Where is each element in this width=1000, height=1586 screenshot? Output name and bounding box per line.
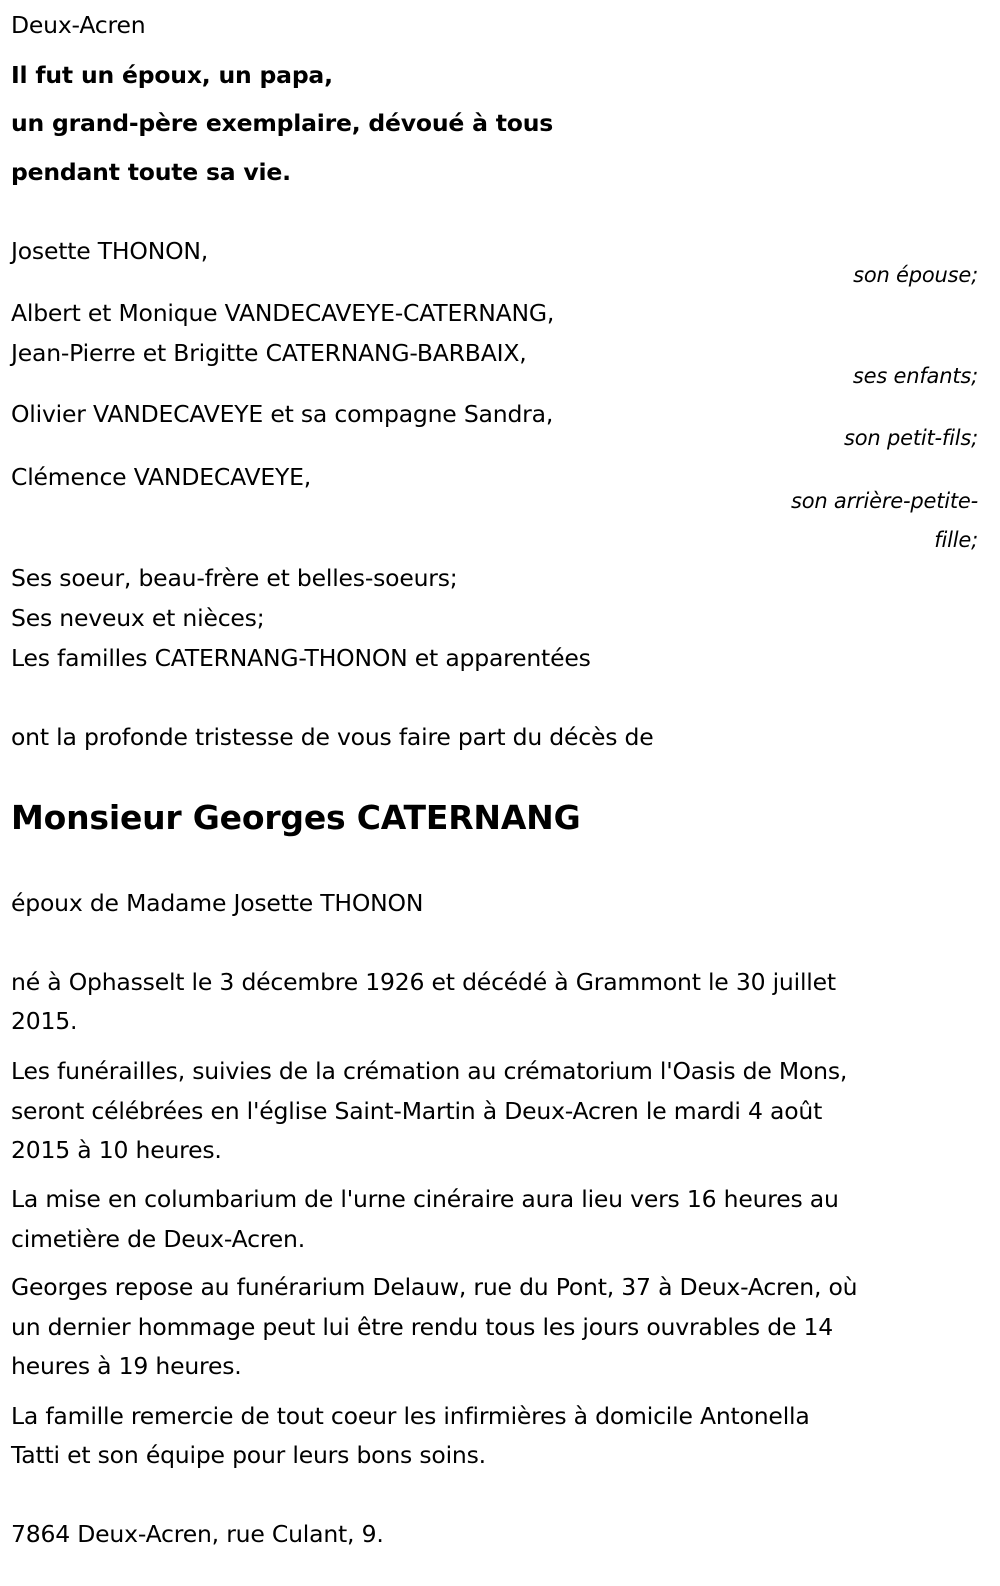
paragraph-line: 2015. [11, 1007, 78, 1035]
paragraph-line: Tatti et son équipe pour leurs bons soins. [11, 1441, 486, 1469]
paragraph-line: Les funérailles, suivies de la crémation au crématorium l'Oasis de Mons, [11, 1057, 848, 1085]
paragraph-line: heures à 19 heures. [11, 1352, 242, 1380]
other-family: Les familles CATERNANG-THONON et apparentées [11, 644, 591, 672]
epitaph-line: Il fut un époux, un papa, [11, 61, 333, 89]
spouse-of: époux de Madame Josette THONON [11, 889, 424, 917]
other-family: Ses neveux et nièces; [11, 604, 265, 632]
address: 7864 Deux-Acren, rue Culant, 9. [11, 1520, 384, 1548]
grandson-role: son petit-fils; [844, 426, 978, 450]
spouse: Josette THONON, [11, 237, 209, 265]
other-family: Ses soeur, beau-frère et belles-soeurs; [11, 564, 458, 592]
paragraph-line: seront célébrées en l'église Saint-Martin à Deux-Acren le mardi 4 août [11, 1097, 823, 1125]
great-granddaughter-role: fille; [934, 528, 978, 552]
deceased-name: Monsieur Georges CATERNANG [11, 798, 581, 837]
paragraph-line: La mise en columbarium de l'urne cinéraire aura lieu vers 16 heures au [11, 1185, 839, 1213]
child: Jean-Pierre et Brigitte CATERNANG-BARBAIX, [11, 339, 527, 367]
child: Albert et Monique VANDECAVEYE-CATERNANG, [11, 299, 555, 327]
spouse-role: son épouse; [853, 263, 978, 287]
great-granddaughter: Clémence VANDECAVEYE, [11, 463, 312, 491]
place: Deux-Acren [11, 11, 146, 39]
announcement: ont la profonde tristesse de vous faire part du décès de [11, 723, 654, 751]
children-role: ses enfants; [852, 364, 978, 388]
paragraph-line: Georges repose au funérarium Delauw, rue du Pont, 37 à Deux-Acren, où [11, 1273, 858, 1301]
paragraph-line: né à Ophasselt le 3 décembre 1926 et décédé à Grammont le 30 juillet [11, 968, 836, 996]
epitaph-line: un grand-père exemplaire, dévoué à tous [11, 109, 554, 137]
great-granddaughter-role: son arrière-petite- [790, 489, 978, 513]
paragraph-line: un dernier hommage peut lui être rendu tous les jours ouvrables de 14 [11, 1313, 833, 1341]
epitaph-line: pendant toute sa vie. [11, 158, 291, 186]
paragraph-line: cimetière de Deux-Acren. [11, 1225, 305, 1253]
grandson: Olivier VANDECAVEYE et sa compagne Sandra, [11, 400, 554, 428]
paragraph-line: 2015 à 10 heures. [11, 1136, 222, 1164]
paragraph-line: La famille remercie de tout coeur les infirmières à domicile Antonella [11, 1402, 810, 1430]
